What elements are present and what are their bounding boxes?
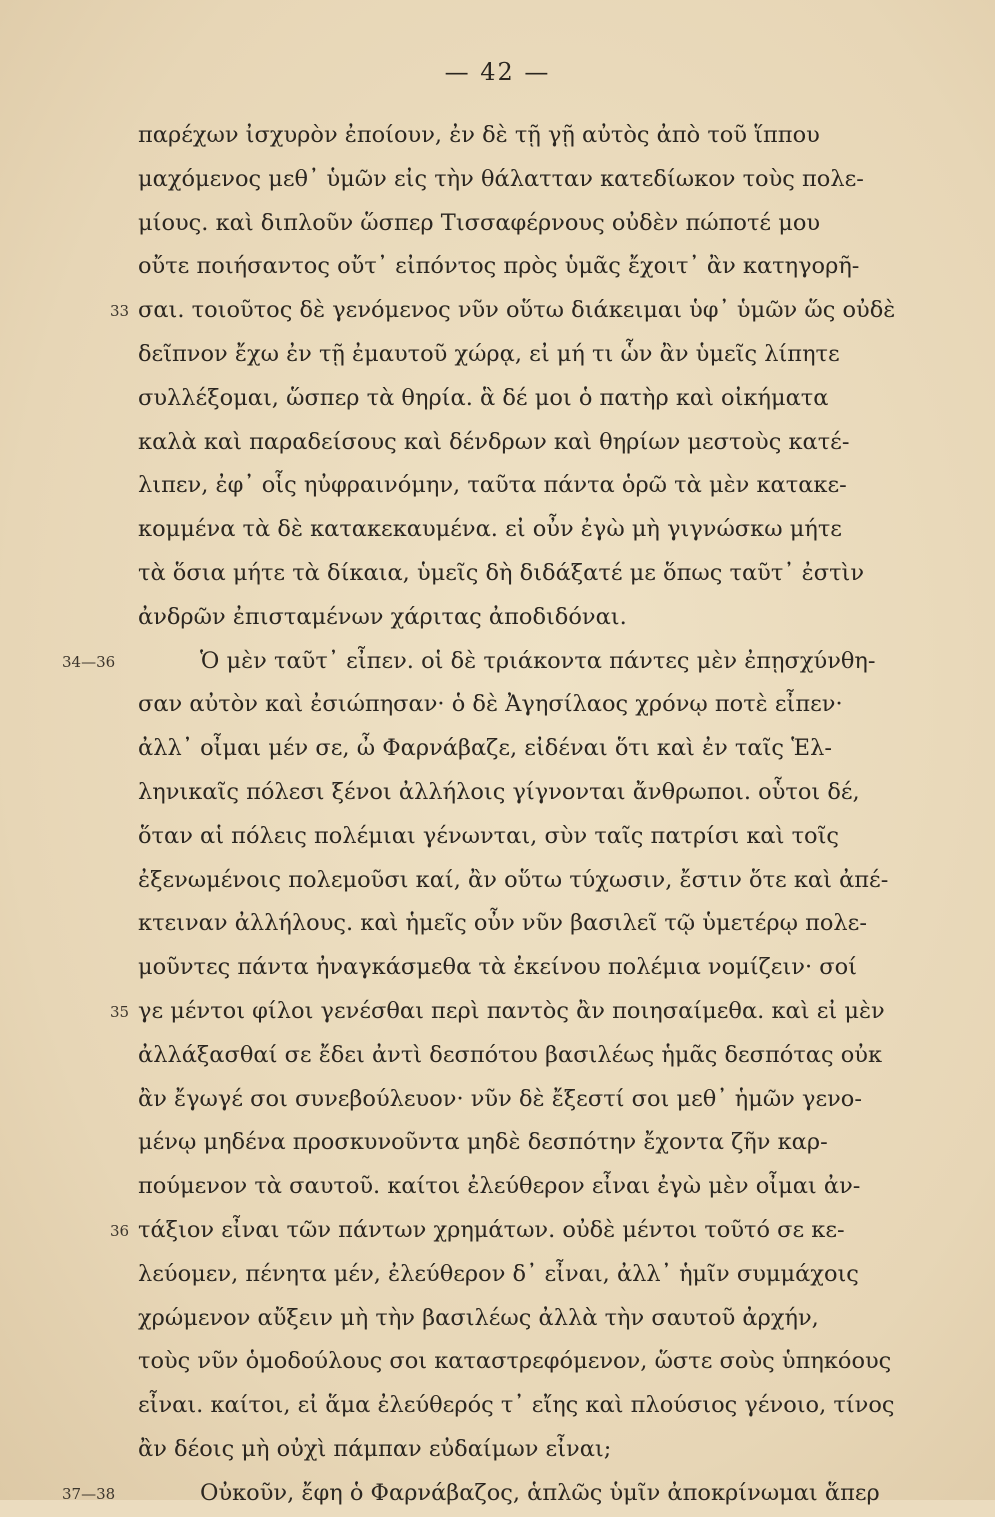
text-line <box>138 1428 938 1472</box>
section-number: 35 <box>110 1002 130 1021</box>
line-text: ἂν δέοις μὴ οὐχὶ πάμπαν εὐδαίμων εἶναι; <box>138 1435 612 1462</box>
text-line <box>138 1384 938 1428</box>
text-line <box>138 596 938 640</box>
line-text: λεύομεν, πένητα μέν, ἐλεύθερον δ᾿ εἶναι, ἀλλ᾿ ἡμῖν συμμάχοις <box>138 1260 859 1287</box>
text-line <box>138 727 938 771</box>
line-text: ἀλλ᾿ οἶμαι μέν σε, ὦ Φαρνάβαζε, εἰδέναι ὅτι καὶ ἐν ταῖς Ἑλ- <box>138 735 832 762</box>
text-line <box>138 683 938 727</box>
text-line <box>110 1209 938 1253</box>
line-text: κομμένα τὰ δὲ κατακεκαυμένα. εἰ οὖν ἐγὼ μὴ γιγνώσκω μήτε <box>138 516 842 543</box>
text-line <box>138 1121 938 1165</box>
line-text: πούμενον τὰ σαυτοῦ. καίτοι ἐλεύθερον εἶναι ἐγὼ μὲν οἶμαι ἀν- <box>138 1173 861 1200</box>
text-line <box>138 552 938 596</box>
text-line <box>138 202 938 246</box>
line-text: μοῦντες πάντα ἠναγκάσμεθα τὰ ἐκείνου πολέμια νομίζειν· σοί <box>138 954 857 981</box>
text-line <box>138 508 938 552</box>
line-text: κτειναν ἀλλήλους. καὶ ἡμεῖς οὖν νῦν βασιλεῖ τῷ ὑμετέρῳ πολε- <box>138 910 867 937</box>
text-line <box>138 1253 938 1297</box>
text-line <box>138 333 938 377</box>
line-text: εἶναι. καίτοι, εἰ ἅμα ἐλεύθερός τ᾿ εἴης καὶ πλούσιος γένοιο, τίνος <box>138 1392 895 1419</box>
text-line <box>138 464 938 508</box>
line-text: ἀνδρῶν ἐπισταμένων χάριτας ἀποδιδόναι. <box>138 603 627 630</box>
text-line <box>138 771 938 815</box>
section-number: 37—38 <box>62 1484 116 1503</box>
text-line <box>138 1297 938 1341</box>
text-line <box>138 1165 938 1209</box>
section-number: 34—36 <box>62 652 116 671</box>
text-line <box>138 245 938 289</box>
text-line <box>138 158 938 202</box>
section-number: 36 <box>110 1221 130 1240</box>
line-text: σαι. τοιοῦτος δὲ γενόμενος νῦν οὕτω διάκειμαι ὑφ᾿ ὑμῶν ὥς οὐδὲ <box>138 297 896 324</box>
text-line <box>138 815 938 859</box>
text-line <box>110 990 938 1034</box>
line-text: Οὐκοῦν, ἔφη ὁ Φαρνάβαζος, ἁπλῶς ὑμῖν ἀποκρίνωμαι ἅπερ <box>200 1479 880 1506</box>
text-line <box>62 640 938 684</box>
line-text: συλλέξομαι, ὥσπερ τὰ θηρία. ἃ δέ μοι ὁ πατὴρ καὶ οἰκήματα <box>138 384 829 411</box>
text-line <box>138 1078 938 1122</box>
section-number: 33 <box>110 302 130 321</box>
line-text: τάξιον εἶναι τῶν πάντων χρημάτων. οὐδὲ μέντοι τοῦτό σε κε- <box>138 1216 845 1243</box>
line-text: Ὁ μὲν ταῦτ᾿ εἶπεν. οἱ δὲ τριάκοντα πάντες μὲν ἐπῃσχύνθη- <box>200 647 876 674</box>
text-line <box>138 946 938 990</box>
text-body <box>62 114 938 1516</box>
text-line <box>138 902 938 946</box>
text-line <box>138 114 938 158</box>
text-line <box>110 289 938 333</box>
line-text: λιπεν, ἐφ᾿ οἷς ηὐφραινόμην, ταῦτα πάντα ὁρῶ τὰ μὲν κατακε- <box>138 472 847 499</box>
line-text: ληνικαῖς πόλεσι ξένοι ἀλλήλοις γίγνονται ἄνθρωποι. οὗτοι δέ, <box>138 778 860 805</box>
line-text: τοὺς νῦν ὁμοδούλους σοι καταστρεφόμενον, ὥστε σοὺς ὑπηκόους <box>138 1348 892 1375</box>
page-number: — 42 — <box>444 58 551 86</box>
line-text: παρέχων ἰσχυρὸν ἐποίουν, ἐν δὲ τῇ γῇ αὐτὸς ἀπὸ τοῦ ἵππου <box>138 122 820 148</box>
text-line <box>138 1340 938 1384</box>
line-text: ἀλλάξασθαί σε ἔδει ἀντὶ δεσπότου βασιλέως ἡμᾶς δεσπότας οὐκ <box>138 1041 883 1068</box>
line-text: γε μέντοι φίλοι γενέσθαι περὶ παντὸς ἂν ποιησαίμεθα. καὶ εἰ μὲν <box>138 997 885 1024</box>
text-line <box>138 1034 938 1078</box>
text-line <box>138 421 938 465</box>
line-text: σαν αὐτὸν καὶ ἐσιώπησαν· ὁ δὲ Ἀγησίλαος χρόνῳ ποτὲ εἶπεν· <box>138 691 843 718</box>
line-text: δεῖπνον ἔχω ἐν τῇ ἐμαυτοῦ χώρᾳ, εἰ μή τι ὧν ἂν ὑμεῖς λίπητε <box>138 340 840 367</box>
line-text: χρώμενον αὔξειν μὴ τὴν βασιλέως ἀλλὰ τὴν σαυτοῦ ἀρχήν, <box>138 1304 819 1331</box>
line-text: ἐξενωμένοις πολεμοῦσι καί, ἂν οὕτω τύχωσιν, ἔστιν ὅτε καὶ ἀπέ- <box>138 866 889 893</box>
line-text: οὔτε ποιήσαντος οὔτ᾿ εἰπόντος πρὸς ὑμᾶς ἔχοιτ᾿ ἂν κατηγορῆ- <box>138 253 860 280</box>
line-text: καλὰ καὶ παραδείσους καὶ δένδρων καὶ θηρίων μεστοὺς κατέ- <box>138 428 850 455</box>
line-text: ἂν ἔγωγέ σοι συνεβούλευον· νῦν δὲ ἔξεστί σοι μεθ᾿ ἡμῶν γενο- <box>138 1085 862 1112</box>
line-text: μαχόμενος μεθ᾿ ὑμῶν εἰς τὴν θάλατταν κατεδίωκον τοὺς πολε- <box>138 165 864 192</box>
line-text: τὰ ὅσια μήτε τὰ δίκαια, ὑμεῖς δὴ διδάξατέ με ὅπως ταῦτ᾿ ἐστὶν <box>138 559 865 586</box>
line-text: μίους. καὶ διπλοῦν ὥσπερ Τισσαφέρνους οὐδὲν πώποτέ μου <box>138 209 821 236</box>
text-line <box>62 1472 938 1516</box>
text-line <box>138 377 938 421</box>
text-line <box>138 859 938 903</box>
line-text: μένῳ μηδένα προσκυνοῦντα μηδὲ δεσπότην ἔχοντα ζῆν καρ- <box>138 1129 828 1156</box>
line-text: ὅταν αἱ πόλεις πολέμιαι γένωνται, σὺν ταῖς πατρίσι καὶ τοῖς <box>138 822 839 849</box>
